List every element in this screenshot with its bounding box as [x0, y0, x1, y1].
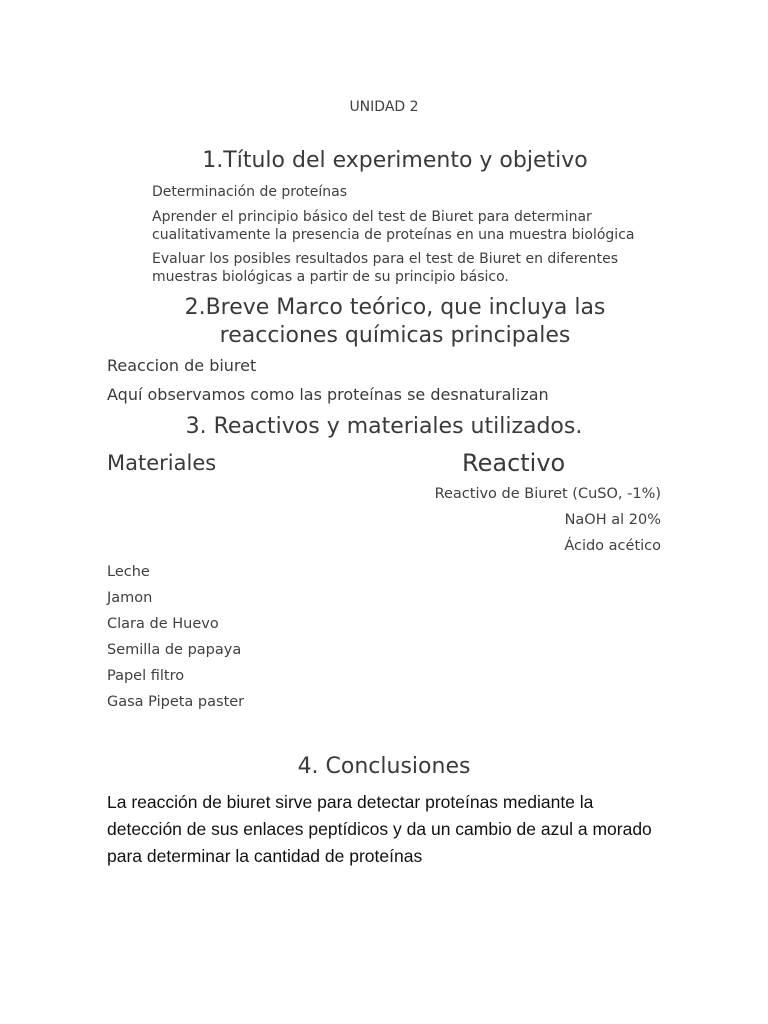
objective-item: Determinación de proteínas [152, 184, 348, 200]
reagents-heading: Reactivo [462, 449, 566, 477]
material-item: Jamon [107, 590, 153, 606]
conclusion-text: La reacción de biuret sirve para detectar proteínas mediante la detección de sus enlaces peptídicos y da un cambio de azul a morado para determinar la cantidad de proteínas [107, 792, 652, 866]
unit-label: UNIDAD 2 [349, 99, 419, 115]
objective-item: Aprender el principio básico del test de Biuret para determinar cualitativamente la presencia de proteínas en una muestra biológica [152, 209, 635, 243]
reagent-item: Ácido acético [564, 538, 661, 554]
theory-line: Reaccion de biuret [107, 356, 257, 375]
objective-item: Evaluar los posibles resultados para el test de Biuret en diferentes muestras biológicas a partir de su principio básico. [152, 251, 619, 285]
material-item: Gasa Pipeta paster [107, 694, 245, 710]
section-4-title: 4. Conclusiones [297, 754, 471, 779]
section-1-title: 1.Título del experimento y objetivo [202, 148, 588, 173]
reagent-item: Reactivo de Biuret (CuSO, -1%) [434, 486, 661, 502]
material-item: Clara de Huevo [107, 616, 219, 632]
material-item: Semilla de papaya [107, 642, 242, 658]
section-3-title: 3. Reactivos y materiales utilizados. [185, 414, 583, 439]
section-2-title-text: 2.Breve Marco teórico, que incluya las reacciones químicas principales [184, 295, 606, 348]
materials-heading: Materiales [107, 451, 217, 475]
section-2-title [0, 294, 768, 350]
theory-line: Aquí observamos como las proteínas se desnaturalizan [107, 385, 549, 404]
material-item: Papel filtro [107, 668, 185, 684]
reagent-item: NaOH al 20% [564, 512, 661, 528]
material-item: Leche [107, 564, 150, 580]
